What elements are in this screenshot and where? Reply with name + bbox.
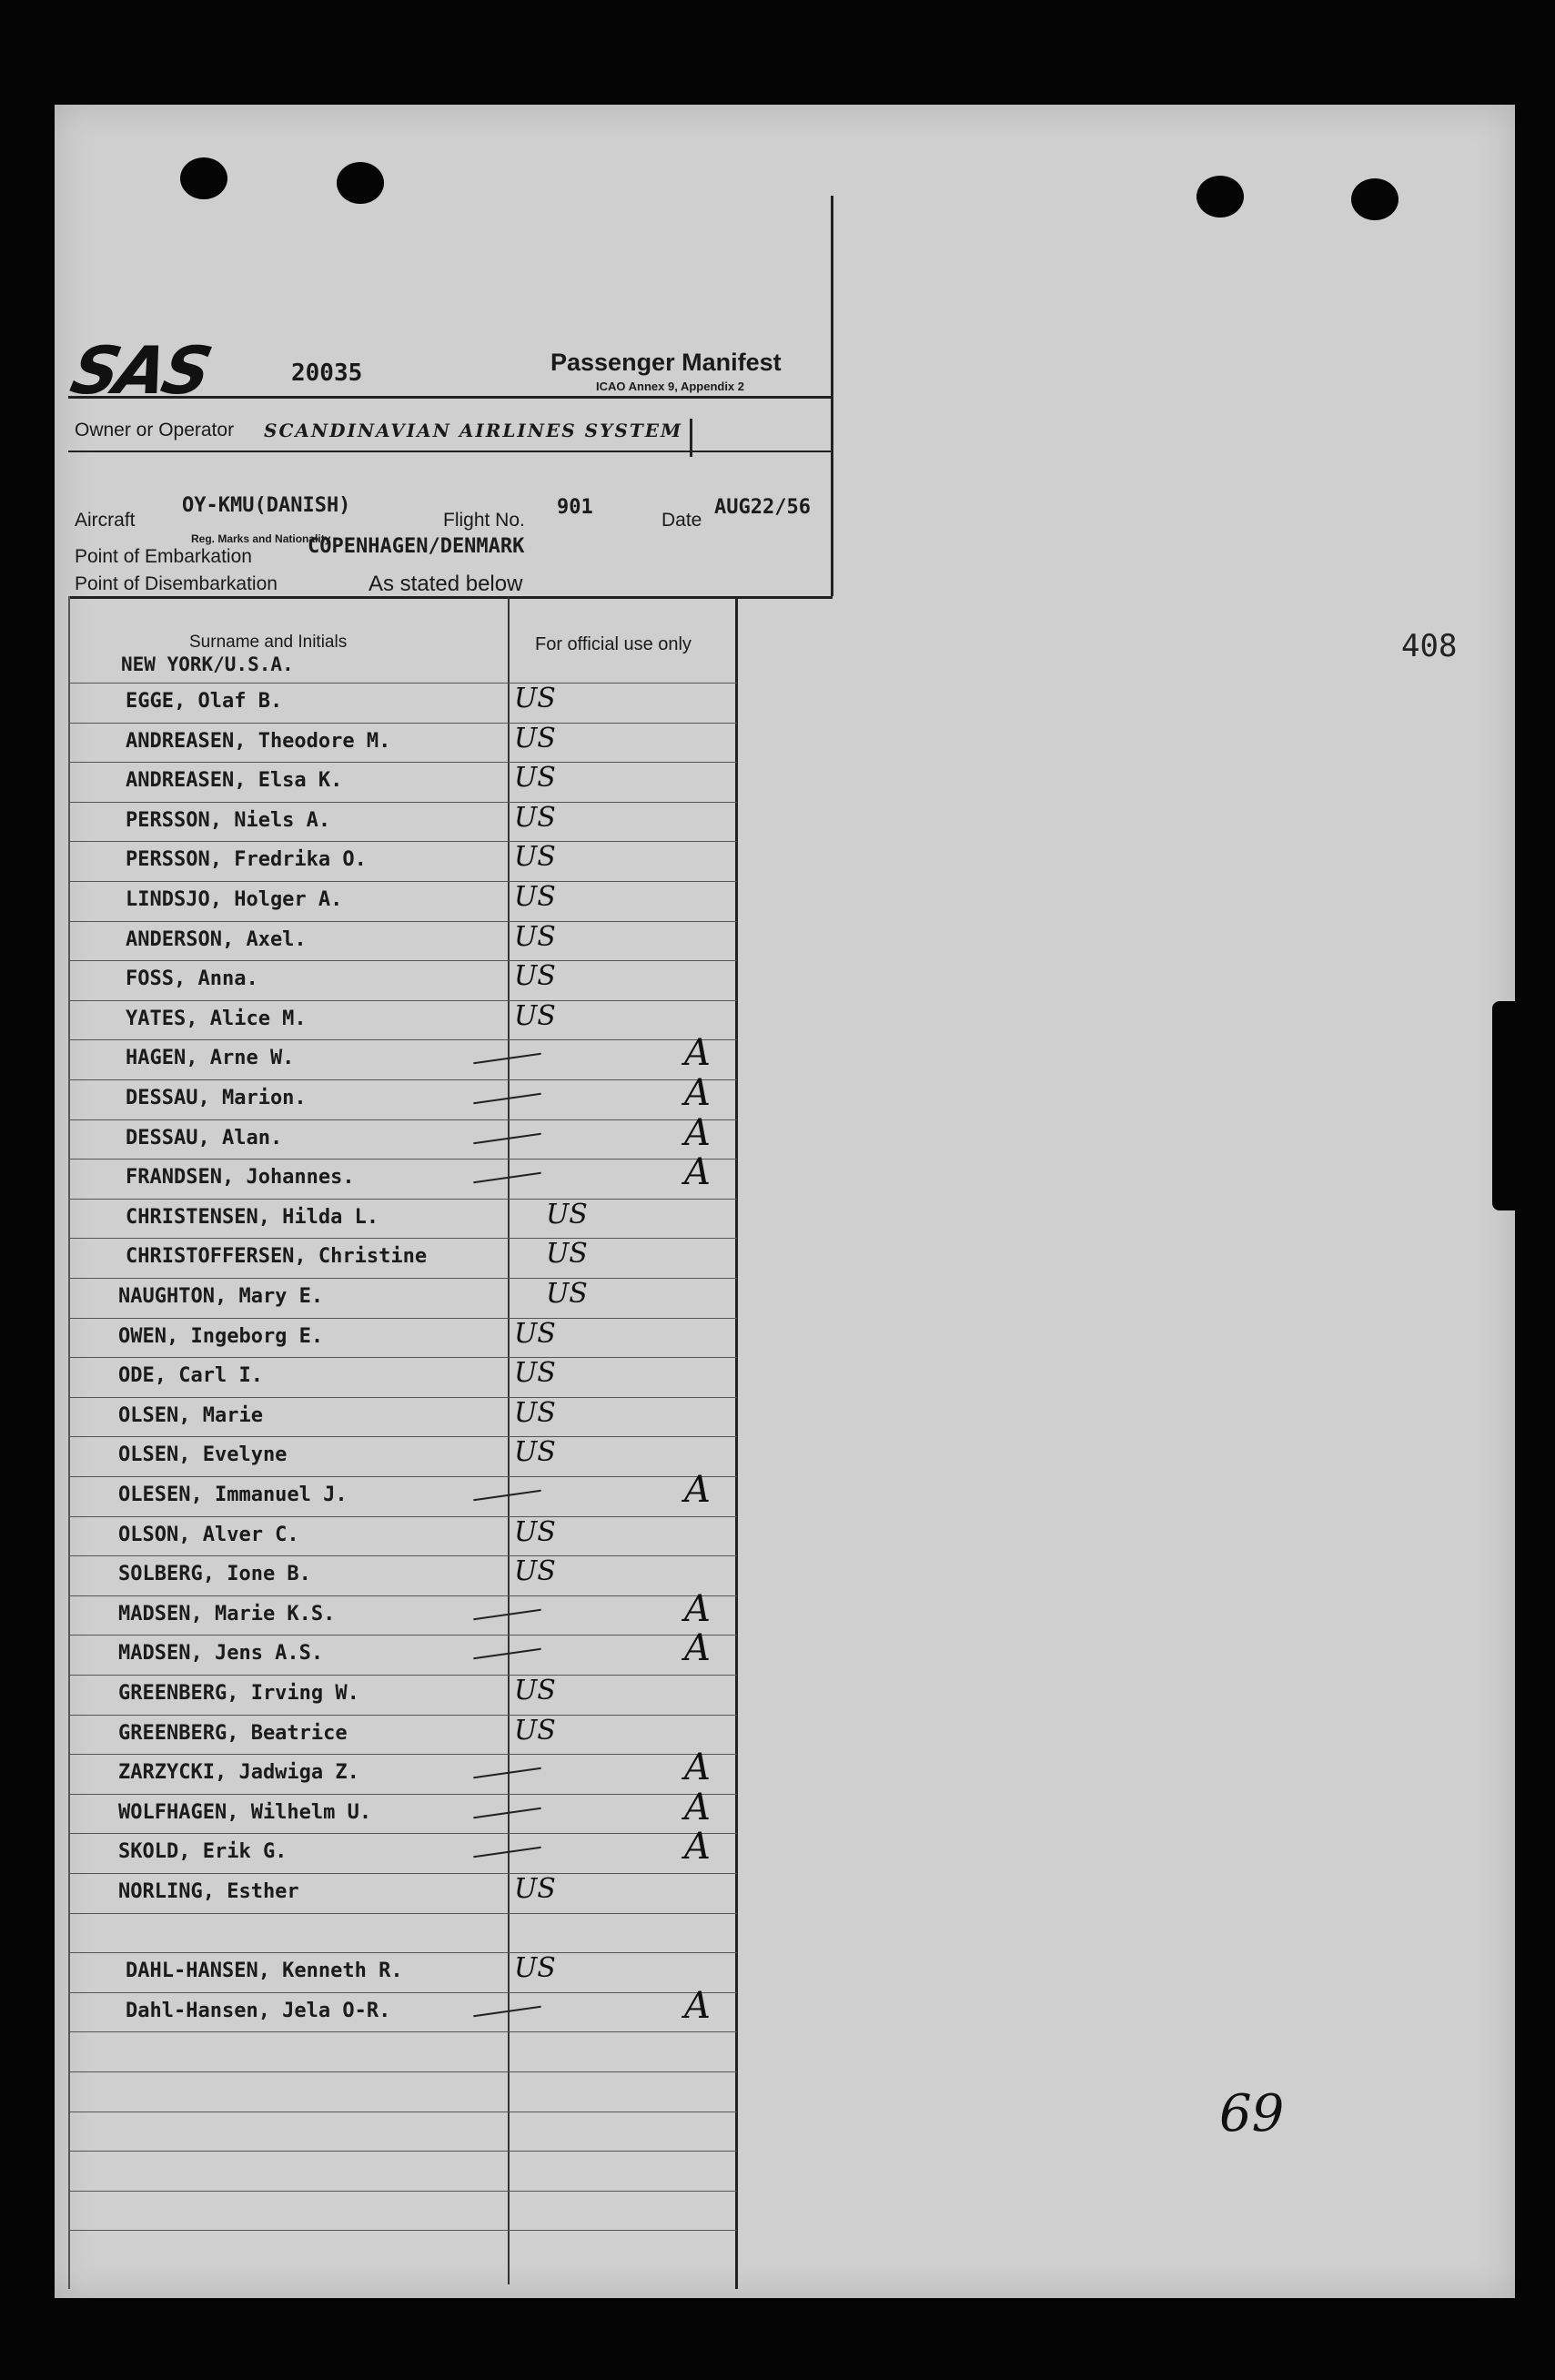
passenger-name: GREENBERG, Beatrice [118,1722,348,1745]
disembark-label: Point of Disembarkation [75,573,278,594]
embark-value: COPENHAGEN/DENMARK [308,535,525,558]
official-mark: US [546,1199,588,1231]
alien-flag: A [684,1469,711,1511]
aircraft-label: Aircraft [75,510,136,531]
official-mark: US [514,881,556,913]
passenger-name: CHRISTENSEN, Hilda L. [126,1206,379,1229]
passenger-name: OLSEN, Marie [118,1404,263,1427]
passenger-name: NAUGHTON, Mary E. [118,1285,324,1308]
alien-flag: A [684,1826,711,1868]
official-mark: US [514,1436,556,1468]
passenger-name: ZARZYCKI, Jadwiga Z. [118,1761,359,1784]
sas-logo: SAS [65,332,216,409]
passenger-name: WOLFHAGEN, Wilhelm U. [118,1801,372,1824]
disembark-value: As stated below [369,572,523,596]
passenger-name: FOSS, Anna. [126,967,258,990]
passenger-name: HAGEN, Arne W. [126,1047,295,1069]
row-rule [68,1715,737,1716]
passenger-name: ANDERSON, Axel. [126,928,307,951]
row-rule [68,1357,737,1358]
passenger-name: PERSSON, Fredrika O. [126,848,367,871]
official-mark: US [514,1952,556,1984]
passenger-name: ANDREASEN, Theodore M. [126,730,391,753]
official-mark: US [514,921,556,953]
official-mark: US [514,960,556,992]
passenger-name: DESSAU, Alan. [126,1127,283,1149]
official-mark: US [514,1397,556,1429]
row-rule [68,1119,737,1120]
col-header-name: Surname and Initials [189,633,348,652]
row-rule [68,2071,737,2072]
passenger-name: YATES, Alice M. [126,1008,307,1030]
row-rule [68,1833,737,1834]
alien-flag: A [684,1112,711,1154]
row-rule [68,1000,737,1001]
alien-flag: A [684,1985,711,2027]
official-mark: US [514,1675,556,1707]
alien-flag: A [684,1747,711,1788]
row-rule [68,1555,737,1556]
owner-rule [68,451,833,452]
passenger-name: MADSEN, Jens A.S. [118,1642,324,1665]
row-rule [68,1873,737,1874]
passenger-name: FRANDSEN, Johannes. [126,1166,355,1189]
embark-label: Point of Embarkation [75,546,252,567]
alien-flag: A [684,1588,711,1630]
passenger-name: ANDREASEN, Elsa K. [126,769,343,792]
official-mark: US [514,683,556,714]
punch-hole [337,162,384,204]
official-mark: US [514,841,556,873]
passenger-name: Dahl-Hansen, Jela O-R. [126,2000,391,2022]
flight-label: Flight No. [443,510,525,531]
row-rule [68,1079,737,1080]
flight-value: 901 [557,496,593,519]
official-mark: US [514,1000,556,1032]
row-rule [68,1397,737,1398]
row-rule [68,960,737,961]
passenger-name: OWEN, Ingeborg E. [118,1325,324,1348]
row-rule [68,1675,737,1676]
row-rule [68,2230,737,2231]
official-mark: US [514,1357,556,1389]
row-rule [68,762,737,763]
row-rule [68,1476,737,1477]
alien-flag: A [684,1151,711,1193]
passenger-name: PERSSON, Niels A. [126,809,331,832]
row-rule [68,841,737,842]
owner-value: SCANDINAVIAN AIRLINES SYSTEM [264,420,683,441]
row-rule [68,921,737,922]
handwritten-count: 69 [1219,2084,1285,2143]
row-rule [68,1318,737,1319]
passenger-name: OLSON, Alver C. [118,1524,299,1546]
alien-flag: A [684,1787,711,1828]
official-mark: US [514,1555,556,1587]
col-header-official: For official use only [535,634,692,654]
date-value: AUG22/56 [714,496,811,519]
date-label: Date [661,510,702,531]
passenger-name: GREENBERG, Irving W. [118,1682,359,1705]
destination-heading: NEW YORK/U.S.A. [121,653,294,675]
alien-flag: A [684,1032,711,1074]
punch-hole [1197,176,1244,218]
passenger-name: SKOLD, Erik G. [118,1840,288,1863]
row-rule [68,1595,737,1596]
passenger-name: MADSEN, Marie K.S. [118,1603,336,1625]
row-rule [68,2151,737,2152]
form-subtitle: ICAO Annex 9, Appendix 2 [596,380,745,393]
official-mark: US [514,762,556,794]
alien-flag: A [684,1627,711,1669]
row-rule [68,1516,737,1517]
row-rule [68,683,737,684]
row-rule [68,1754,737,1755]
passenger-name: NORLING, Esther [118,1880,299,1903]
row-rule [68,723,737,724]
official-mark: US [514,802,556,834]
table-right-border [735,596,738,2289]
owner-divider [690,419,692,457]
page-number: 408 [1401,628,1458,664]
passenger-name: OLESEN, Immanuel J. [118,1484,348,1506]
row-rule [68,2191,737,2192]
row-rule [68,1992,737,1993]
passenger-name: EGGE, Olaf B. [126,690,283,713]
aircraft-note: Reg. Marks and Nationality [191,532,331,545]
table-left-border [68,596,70,2289]
sheet-notch [1492,1001,1520,1210]
punch-hole [1351,178,1398,220]
official-mark: US [514,1516,556,1548]
official-mark: US [514,1715,556,1747]
alien-flag: A [684,1072,711,1114]
row-rule [68,1159,737,1160]
official-mark: US [514,1318,556,1350]
row-rule [68,802,737,803]
passenger-name: DAHL-HANSEN, Kenneth R. [126,1960,403,1982]
passenger-name: ODE, Carl I. [118,1364,263,1387]
official-mark: US [514,723,556,755]
row-rule [68,1238,737,1239]
row-rule [68,881,737,882]
serial-number: 20035 [291,360,363,387]
row-rule [68,1913,737,1914]
row-rule [68,1635,737,1636]
row-rule [68,1952,737,1953]
passenger-name: OLSEN, Evelyne [118,1443,288,1466]
official-mark: US [546,1278,588,1310]
row-rule [68,1436,737,1437]
form-title: Passenger Manifest [550,349,782,376]
row-rule [68,1039,737,1040]
passenger-name: CHRISTOFFERSEN, Christine [126,1245,428,1268]
passenger-name: SOLBERG, Ione B. [118,1563,311,1585]
row-rule [68,1199,737,1200]
row-rule [68,1278,737,1279]
row-rule [68,1794,737,1795]
punch-hole [180,157,227,199]
passenger-name: LINDSJO, Holger A. [126,888,343,911]
passenger-name: DESSAU, Marion. [126,1087,307,1109]
official-mark: US [514,1873,556,1905]
aircraft-value: OY-KMU(DANISH) [182,494,351,517]
row-rule [68,2031,737,2032]
official-mark: US [546,1238,588,1270]
owner-label: Owner or Operator [75,420,235,441]
